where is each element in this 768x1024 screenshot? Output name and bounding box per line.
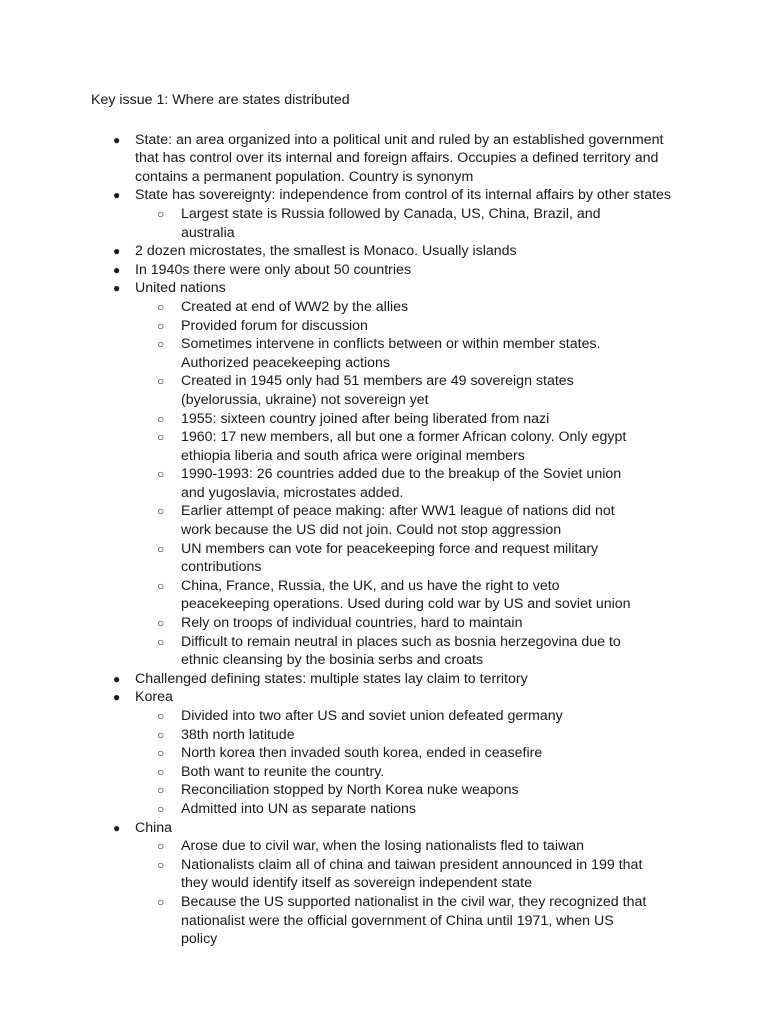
circle-bullet-icon: ○ bbox=[157, 504, 165, 519]
list-item-text: Korea bbox=[135, 689, 173, 706]
bullet-icon: ● bbox=[113, 281, 121, 296]
circle-bullet-icon: ○ bbox=[157, 411, 165, 426]
sub-list-item-text: Divided into two after US and soviet union defeated germany bbox=[181, 708, 563, 724]
circle-bullet-icon: ○ bbox=[157, 783, 165, 798]
bullet-icon: ● bbox=[113, 262, 121, 277]
circle-bullet-icon: ○ bbox=[157, 374, 165, 389]
sub-list-item-text: China, France, Russia, the UK, and us have the right to veto peacekeeping operations. Used during cold war by US and soviet union bbox=[181, 577, 631, 613]
sub-list-item bbox=[91, 502, 647, 539]
bullet-icon: ● bbox=[113, 671, 121, 686]
sub-list bbox=[135, 205, 691, 242]
sub-list-item-text: 1990-1993: 26 countries added due to the breakup of the Soviet union and yugoslavia, microstates added. bbox=[181, 466, 622, 501]
sub-list bbox=[135, 707, 691, 819]
bullet-icon: ● bbox=[113, 244, 121, 259]
list-item bbox=[91, 688, 691, 818]
circle-bullet-icon: ○ bbox=[157, 337, 165, 352]
circle-bullet-icon: ○ bbox=[157, 430, 165, 445]
sub-list-item-text: Both want to reunite the country. bbox=[181, 763, 385, 780]
document-heading: Key issue 1: Where are states distributed bbox=[91, 92, 350, 108]
sub-list-item-text: North korea then invaded south korea, ended in ceasefire bbox=[181, 745, 543, 762]
list-item-text: Challenged defining states: multiple states lay claim to territory bbox=[135, 670, 528, 687]
circle-bullet-icon: ○ bbox=[157, 206, 165, 221]
sub-list-item bbox=[91, 317, 647, 336]
list-item-text: United nations bbox=[135, 280, 226, 297]
circle-bullet-icon: ○ bbox=[157, 634, 165, 649]
sub-list-item bbox=[91, 856, 647, 893]
bullet-list bbox=[91, 131, 691, 949]
sub-list-item bbox=[91, 298, 647, 317]
sub-list-item-text: Rely on troops of individual countries, hard to maintain bbox=[181, 615, 523, 632]
list-item-text: State has sovereignty: independence from control of its internal affairs by other states bbox=[135, 187, 672, 204]
sub-list-item-text: Because the US supported nationalist in the civil war, they recognized that nationalist were the official government of China until 1971, when US policy bbox=[181, 893, 647, 948]
circle-bullet-icon: ○ bbox=[157, 801, 165, 816]
sub-list-item-text: Created in 1945 only had 51 members are 49 sovereign states (byelorussia, ukraine) not sovereign yet bbox=[181, 373, 574, 408]
sub-list-item-text: 1960: 17 new members, all but one a former African colony. Only egypt ethiopia liberia and south africa were original members bbox=[181, 429, 627, 464]
sub-list-item-text: UN members can vote for peacekeeping force and request military contributions bbox=[181, 540, 599, 576]
document-page bbox=[91, 91, 691, 949]
bullet-icon: ● bbox=[113, 188, 121, 203]
list-item bbox=[91, 131, 691, 187]
sub-list-item bbox=[91, 465, 647, 502]
sub-list-item-text: Created at end of WW2 by the allies bbox=[181, 298, 409, 315]
list-item bbox=[91, 670, 691, 689]
sub-list-item bbox=[91, 410, 647, 429]
sub-list-item-text: 38th north latitude bbox=[181, 726, 295, 743]
list-item-text: 2 dozen microstates, the smallest is Monaco. Usually islands bbox=[135, 243, 517, 260]
sub-list-item bbox=[91, 744, 647, 763]
circle-bullet-icon: ○ bbox=[157, 746, 165, 761]
list-item bbox=[91, 186, 691, 242]
circle-bullet-icon: ○ bbox=[157, 578, 165, 593]
circle-bullet-icon: ○ bbox=[157, 616, 165, 631]
sub-list-item bbox=[91, 707, 647, 726]
sub-list-item-text: Reconciliation stopped by North Korea nuke weapons bbox=[181, 782, 519, 799]
list-item bbox=[91, 261, 691, 280]
circle-bullet-icon: ○ bbox=[157, 541, 165, 556]
sub-list-item bbox=[91, 893, 647, 949]
sub-list-item bbox=[91, 540, 647, 577]
sub-list-item bbox=[91, 837, 647, 856]
sub-list-item bbox=[91, 372, 647, 409]
circle-bullet-icon: ○ bbox=[157, 709, 165, 723]
list-item-text: China bbox=[135, 819, 173, 836]
sub-list-item bbox=[91, 763, 647, 782]
circle-bullet-icon: ○ bbox=[157, 839, 165, 854]
sub-list bbox=[135, 298, 691, 670]
sub-list-item bbox=[91, 800, 647, 819]
circle-bullet-icon: ○ bbox=[157, 764, 165, 779]
sub-list-item bbox=[91, 726, 647, 745]
list-item bbox=[91, 279, 691, 669]
bullet-icon: ● bbox=[113, 132, 121, 147]
sub-list-item-text: Earlier attempt of peace making: after WW1 league of nations did not work because the US did not join. Could not stop aggression bbox=[181, 503, 615, 539]
circle-bullet-icon: ○ bbox=[157, 727, 165, 742]
list-item bbox=[91, 242, 691, 261]
sub-list-item bbox=[91, 577, 647, 614]
circle-bullet-icon: ○ bbox=[157, 857, 165, 872]
sub-list-item bbox=[91, 428, 647, 465]
list-item-text: State: an area organized into a political unit and ruled by an established government that has control over its internal and foreign affairs. Occupies a defined territory and contains a permanent population. Country is synonym bbox=[135, 131, 664, 185]
sub-list-item bbox=[91, 335, 647, 372]
circle-bullet-icon: ○ bbox=[157, 894, 165, 909]
sub-list-item-text: Difficult to remain neutral in places such as bosnia herzegovina due to ethnic cleansing by the bosinia serbs and croats bbox=[181, 633, 621, 669]
sub-list-item bbox=[91, 633, 647, 670]
sub-list-item bbox=[91, 205, 647, 242]
circle-bullet-icon: ○ bbox=[157, 318, 165, 333]
sub-list-item-text: Largest state is Russia followed by Canada, US, China, Brazil, and australia bbox=[181, 205, 601, 241]
sub-list-item bbox=[91, 614, 647, 633]
sub-list-item-text: Arose due to civil war, when the losing nationalists fled to taiwan bbox=[181, 838, 584, 855]
sub-list-item-text: Nationalists claim all of china and taiwan president announced in 199 that they would identify itself as sovereign independent state bbox=[181, 856, 643, 892]
circle-bullet-icon: ○ bbox=[157, 299, 165, 314]
sub-list-item-text: Admitted into UN as separate nations bbox=[181, 800, 417, 817]
sub-list-item-text: Sometimes intervene in conflicts between or within member states. Authorized peacekeeping actions bbox=[181, 336, 601, 371]
circle-bullet-icon: ○ bbox=[157, 467, 165, 482]
list-item bbox=[91, 819, 691, 949]
bullet-icon: ● bbox=[113, 690, 121, 705]
sub-list-item-text: Provided forum for discussion bbox=[181, 317, 368, 334]
sub-list-item bbox=[91, 781, 647, 800]
list-item-text: In 1940s there were only about 50 countries bbox=[135, 261, 412, 278]
sub-list bbox=[135, 837, 691, 949]
bullet-icon: ● bbox=[113, 820, 121, 835]
sub-list-item-text: 1955: sixteen country joined after being liberated from nazi bbox=[181, 410, 550, 427]
